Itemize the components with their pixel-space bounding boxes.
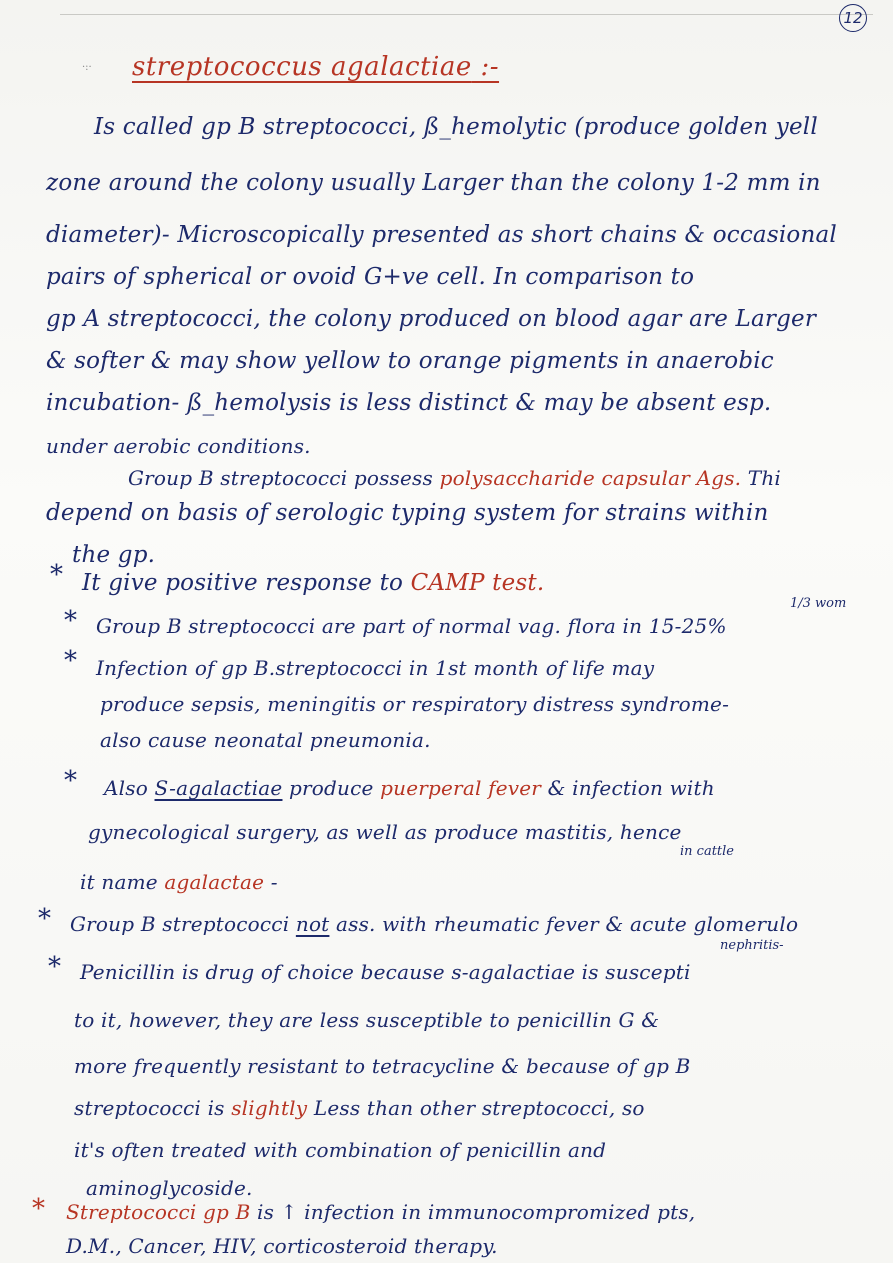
slightly-highlight: slightly [231, 1096, 308, 1120]
surgery-line: gynecological surgery, as well as produce mastitis, hence [88, 820, 682, 844]
aminoglycoside-line: aminoglycoside. [86, 1176, 253, 1200]
strepto-gpb-highlight: Streptococci gp B [66, 1200, 251, 1224]
top-rule [60, 14, 873, 15]
strepto-text-a: streptococci is [74, 1096, 225, 1120]
para1-line-3: diameter)- Microscopically presented as short chains & occasional [46, 222, 837, 248]
fever-text-c: & infection with [547, 776, 715, 800]
not-underlined: not [295, 912, 330, 936]
para2-line-3: the gp. [72, 542, 156, 568]
bullet-star-icon: * [48, 952, 61, 982]
bullet-star-icon: * [64, 766, 77, 796]
para1-line-8: under aerobic conditions. [46, 434, 311, 458]
para1-line-7: incubation- ß_hemolysis is less distinct & may be absent esp. [46, 390, 772, 416]
page-number: 12 [839, 4, 867, 32]
infection-line-3: also cause neonatal pneumonia. [100, 728, 431, 752]
capsular-ags-highlight: polysaccharide capsular Ags. [439, 466, 742, 490]
name-text-a: it name [80, 870, 158, 894]
title-text: streptococcus agalactiae [132, 52, 472, 82]
para1-line-2: zone around the colony usually Larger than the colony 1-2 mm in [46, 170, 821, 196]
flora-bullet: Group B streptococci are part of normal vag. flora in 15-25% [96, 614, 727, 638]
treated-line: it's often treated with combination of penicillin and [74, 1138, 607, 1162]
title-suffix: :- [480, 52, 500, 82]
camp-bullet [82, 570, 544, 596]
name-line [80, 870, 278, 894]
bullet-star-icon: * [64, 606, 77, 636]
para2-text-b: Thi [747, 466, 782, 490]
penicillin-line-1: Penicillin is drug of choice because s-agalactiae is suscepti [80, 960, 691, 984]
page-title [132, 52, 499, 82]
rheum-text-b: ass. with rheumatic fever & acute glomerulo [335, 912, 799, 936]
strepto-line [74, 1096, 645, 1120]
para2-text-a: Group B streptococci possess [128, 466, 433, 490]
para1-line-4: pairs of spherical or ovoid G+ve cell. In comparison to [46, 264, 695, 290]
camp-test-highlight: CAMP test. [410, 570, 545, 596]
para1-line-5: gp A streptococci, the colony produced on blood agar are Larger [46, 306, 817, 332]
nephritis-note: nephritis- [720, 938, 784, 953]
penicillin-line-2: to it, however, they are less susceptible to penicillin G & [74, 1008, 660, 1032]
infection-line-1: Infection of gp B.streptococci in 1st month of life may [96, 656, 655, 680]
immuno-text-a: is ↑ infection in immunocompromized pts, [257, 1200, 696, 1224]
immuno-line-1 [66, 1200, 695, 1224]
agalactae-highlight: agalactae [164, 870, 265, 894]
para1-line-6: & softer & may show yellow to orange pigments in anaerobic [46, 348, 774, 374]
immuno-line-2: D.M., Cancer, HIV, corticosteroid therapy. [66, 1234, 498, 1258]
para1-line-1: Is called gp B streptococci, ß_hemolytic (produce golden yell [94, 114, 818, 140]
rheum-text-a: Group B streptococci [70, 912, 290, 936]
bullet-star-icon: * [38, 904, 51, 934]
fever-text-b: produce [289, 776, 374, 800]
infection-line-2: produce sepsis, meningitis or respiratory distress syndrome- [100, 692, 730, 716]
rheum-bullet [70, 912, 798, 936]
cattle-note: in cattle [680, 844, 734, 859]
para2-line-1 [128, 466, 781, 490]
puerperal-fever-highlight: puerperal fever [380, 776, 542, 800]
strepto-text-b: Less than other streptococci, so [313, 1096, 645, 1120]
penicillin-line-3: more frequently resistant to tetracycline & because of gp B [74, 1054, 691, 1078]
paper-speck: ·:· [82, 62, 92, 73]
bullet-star-icon: * [64, 646, 77, 676]
bullet-star-icon: * [32, 1194, 45, 1224]
fever-bullet [104, 776, 715, 800]
camp-text: It give positive response to [82, 570, 404, 596]
fever-text-a: Also [104, 776, 148, 800]
s-agalactiae-underlined: S-agalactiae [154, 776, 283, 800]
para2-line-2: depend on basis of serologic typing system for strains within [46, 500, 769, 526]
flora-note: 1/3 wom [790, 596, 847, 611]
bullet-star-icon: * [50, 560, 63, 590]
name-text-b: - [270, 870, 278, 894]
